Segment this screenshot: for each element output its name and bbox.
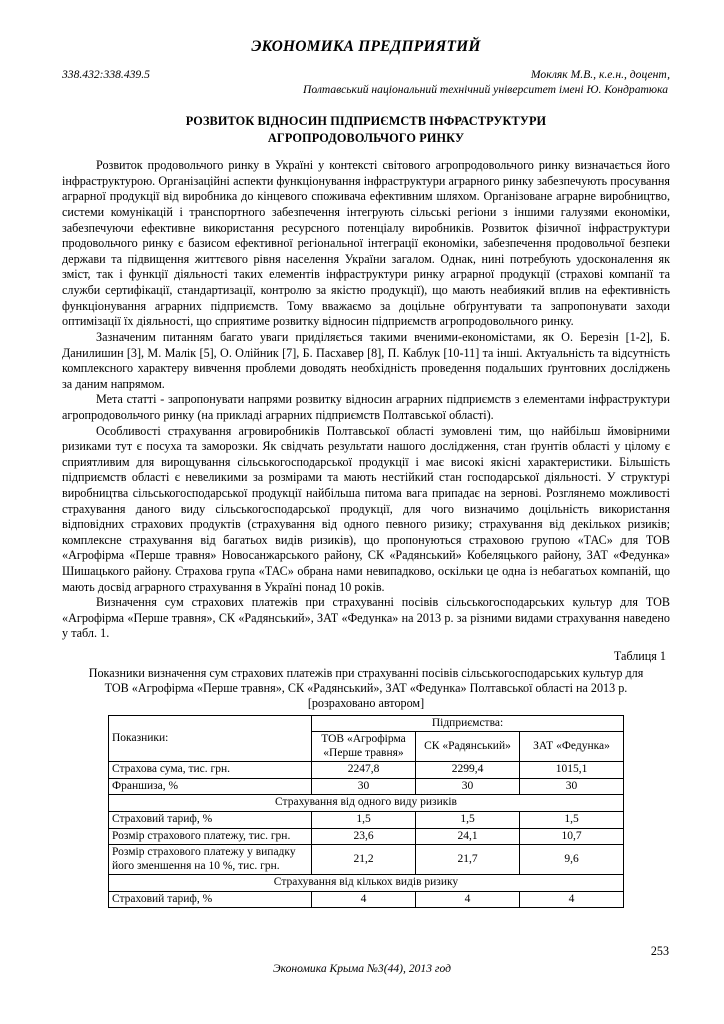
- author-affiliation: Полтавський національний технічний університет імені Ю. Кондратюка: [302, 83, 668, 96]
- row-label: Страховий тариф, %: [109, 812, 312, 829]
- row-value: 4: [416, 891, 520, 908]
- row-value: 1015,1: [520, 762, 624, 779]
- row-label: Страхова сума, тис. грн.: [109, 762, 312, 779]
- row-value: 4: [312, 891, 416, 908]
- row-value: 30: [416, 778, 520, 795]
- table-wrapper: [108, 715, 624, 909]
- body-paragraph-4: Особливості страхування агровиробників Полтавської області зумовлені тим, що найбільш ймовірними ризиками тут є посуха та заморозки. Як свідчать результати нашого дослідження, стан ґрунтів області у цілому є сприятливим для вирощування сільськогосподарської продукції і має високі якісні характеристики. Більшість підприємств області є невеликими за розмірами та мають нестійкий стан господарської діяльності. У структурі виробництва сільськогосподарської продукції найбільша питома вага припадає на зернові. Розглянемо можливості страхування даного виду сільськогосподарської продукції, для чого визначимо доцільність використання відповідних страхових продуктів (страхування від одного певного ризику; страхування від декількох ризиків; комплексне страхування від багатьох видів ризиків), що пропонуються страховою групою «ТАС» для ТОВ «Агрофірма «Перше травня» Новосанжарського району, СК «Радянський» Кобеляцького району, ЗАТ «Федунка» Шишацького району. Страхова група «ТАС» обрана нами невипадково, оскільки це одна із небагатьох компаній, що мають досвід аграрного страхування в Україні понад 10 років.: [62, 423, 670, 594]
- table-number-label: Таблиця 1: [613, 649, 666, 664]
- body-paragraph-3: Мета статті - запропонувати напрями розвитку відносин аграрних підприємств з елементами інфраструктури агропродовольчого ринку (на прикладі аграрних підприємств Полтавської області).: [62, 392, 670, 422]
- row-value: 30: [520, 778, 624, 795]
- row-value: 1,5: [312, 812, 416, 829]
- row-label: Розмір страхового платежу у випадку його зменшення на 10 %, тис. грн.: [109, 845, 312, 875]
- article-meta-row: [62, 68, 670, 81]
- table-section-row: [109, 795, 624, 812]
- row-value: 1,5: [520, 812, 624, 829]
- header-company-2: СК «Радянський»: [416, 732, 520, 762]
- table-row: [109, 845, 624, 875]
- table-row: [109, 812, 624, 829]
- header-indicators: Показники:: [109, 715, 312, 762]
- section-label: Страхування від одного виду ризиків: [109, 795, 624, 812]
- header-company-3: ЗАТ «Федунка»: [520, 732, 624, 762]
- table-row: [109, 762, 624, 779]
- table-body: [109, 715, 624, 908]
- header-enterprises-group: Підприємства:: [312, 715, 624, 732]
- row-value: 2247,8: [312, 762, 416, 779]
- row-value: 30: [312, 778, 416, 795]
- table-row: [109, 891, 624, 908]
- table-row: [109, 828, 624, 845]
- author-name: Мокляк М.В., к.е.н., доцент,: [530, 68, 670, 81]
- row-label: Страховий тариф, %: [109, 891, 312, 908]
- udc-code: 338.432:338.439.5: [62, 68, 150, 81]
- table-row: [109, 778, 624, 795]
- row-value: 24,1: [416, 828, 520, 845]
- body-paragraph-2: Зазначеним питанням багато уваги приділяється такими вченими-економістами, як О. Березін [1-2], Б. Данилишин [3], М. Малік [5], О. Олійник [7], Б. Пасхавер [8], П. Каблук [10-11] та інші. Актуальність та відсутність комплексного характеру вивчення проблеми доводять необхідність проведення подальших ґрунтовних досліджень за даним напрямом.: [62, 329, 670, 391]
- article-title-line-2: АГРОПРОДОВОЛЬЧОГО РИНКУ: [267, 130, 465, 145]
- article-title: [62, 113, 670, 146]
- row-value: 10,7: [520, 828, 624, 845]
- row-value: 21,7: [416, 845, 520, 875]
- insurance-payments-table: [108, 715, 624, 909]
- body-paragraph-5: Визначення сум страхових платежів при страхуванні посівів сільськогосподарських культур для ТОВ «Агрофірма «Перше травня», СК «Радянський», ЗАТ «Федунка» на 2013 р. за різними видами страхування наведено у табл. 1.: [62, 595, 670, 641]
- row-value: 4: [520, 891, 624, 908]
- section-label: Страхування від кількох видів ризику: [109, 875, 624, 892]
- body-paragraph-1: Розвиток продовольчого ринку в Україні у контексті світового агропродовольчого ринку визначається його інфраструктурою. Організаційні аспекти функціонування інфраструктури аграрного ринку забезпечують просування аграрної продукції від виробника до кінцевого споживача ефективним шляхом. Організоване аграрне виробництво, системи комунікацій і транспортного забезпечення інтегрують сільські регіони з іншими галузями економіки, забезпечуючи ефективне використання ресурсного потенціалу виробників. Розвиток фізичної інфраструктури продовольчого ринку є базисом ефективної регіональної інтеграції економіки, забезпечення продовольчої безпеки держави та підвищення життєвого рівня населення України загалом. Однак, нині потребують удосконалення як зміст, так і функції діяльності таких елементів інфраструктури ринку аграрної продукції (страхові компанії та служби сертифікації, стандартизації, контролю за якістю продукції), що мають неабиякий вплив на ефективність функціонування аграрних підприємств. Тому вважаємо за доцільне обґрунтувати та запропонувати заходи оптимізації їх діяльності, що сприятиме розвитку відносин підприємств агропродовольчого ринку.: [62, 158, 670, 329]
- journal-section-heading: ЭКОНОМИКА ПРЕДПРИЯТИЙ: [251, 38, 481, 55]
- row-value: 9,6: [520, 845, 624, 875]
- page-content: [62, 38, 670, 908]
- journal-footer: Экономика Крыма №3(44), 2013 год: [273, 962, 451, 975]
- row-label: Франшиза, %: [109, 778, 312, 795]
- table-header-row-group: [109, 715, 624, 732]
- row-label: Розмір страхового платежу, тис. грн.: [109, 828, 312, 845]
- article-title-line-1: РОЗВИТОК ВІДНОСИН ПІДПРИЄМСТВ ІНФРАСТРУКТУРИ: [185, 114, 547, 128]
- table-section-row: [109, 875, 624, 892]
- row-value: 23,6: [312, 828, 416, 845]
- table-caption: Показники визначення сум страхових платежів при страхуванні посівів сільськогосподарських культур для ТОВ «Агрофірма «Перше травня», СК «Радянський», ЗАТ «Федунка» Полтавської області на 2013 р. [розраховано автором]: [88, 666, 644, 711]
- header-company-1: ТОВ «Агрофірма «Перше травня»: [312, 732, 416, 762]
- row-value: 2299,4: [416, 762, 520, 779]
- page-number: 253: [650, 944, 669, 958]
- row-value: 1,5: [416, 812, 520, 829]
- row-value: 21,2: [312, 845, 416, 875]
